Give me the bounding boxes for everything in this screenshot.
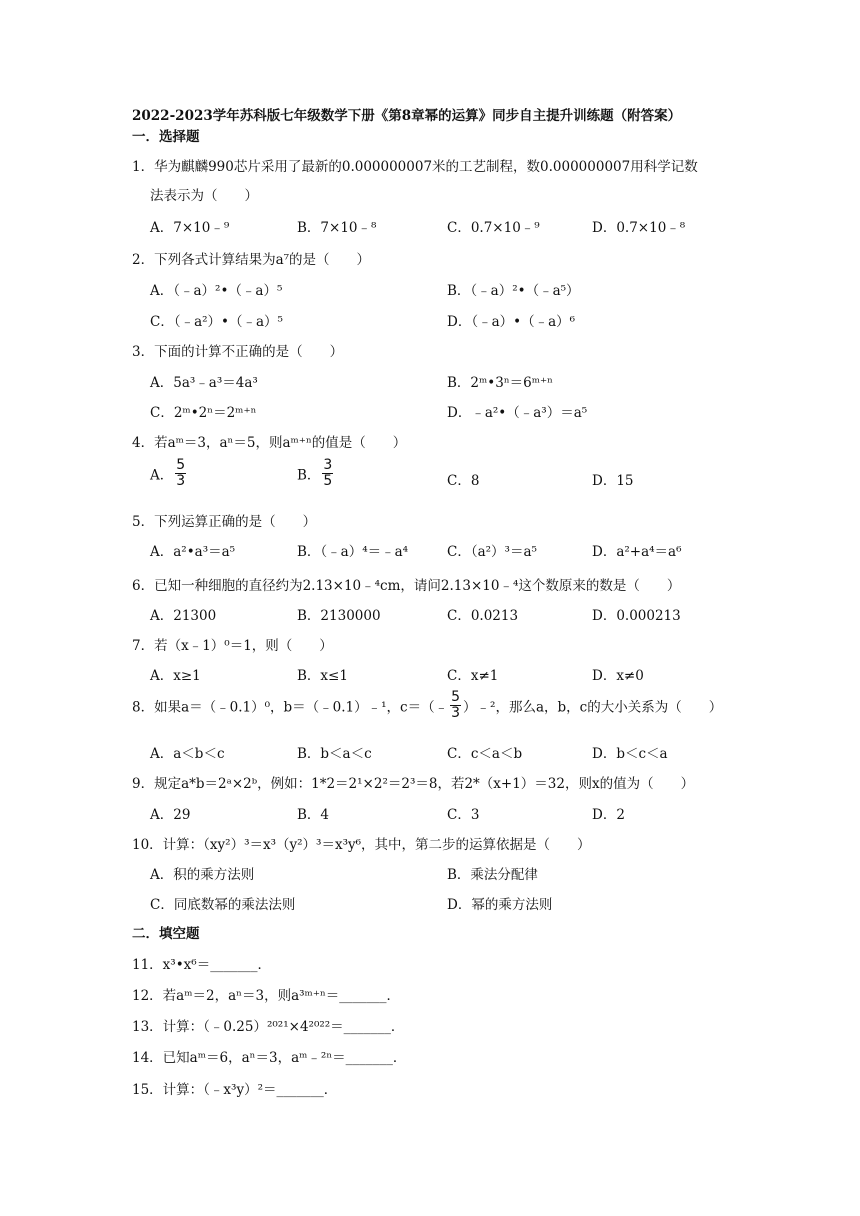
fraction-numerator: 5 — [451, 689, 461, 705]
q2-option-d: D．（﹣a）•（﹣a）⁶ — [447, 314, 576, 330]
q7-option-b: B．x≤1 — [297, 668, 348, 684]
q3-option-b: B．2ᵐ•3ⁿ＝6ᵐ⁺ⁿ — [447, 375, 554, 391]
question-13: 13．计算：（﹣0.25）²⁰²¹×4²⁰²²＝_______． — [132, 1019, 405, 1035]
q1-option-d: D．0.7×10﹣⁸ — [592, 220, 686, 236]
q4-option-a-label: A． — [150, 467, 174, 484]
q4-option-b-fraction — [322, 458, 333, 489]
q8-option-d: D．b＜c＜a — [592, 746, 668, 762]
q6-option-b: B．2130000 — [297, 608, 381, 624]
q9-option-b: B．4 — [297, 807, 330, 823]
q10-option-b: B．乘法分配律 — [447, 867, 538, 883]
question-8-stem — [132, 690, 722, 721]
question-5-stem: 5．下列运算正确的是（ ） — [132, 514, 317, 530]
fraction-numerator: 3 — [323, 457, 333, 473]
fraction-denominator: 3 — [176, 473, 186, 489]
question-7-stem: 7．若（x﹣1）⁰＝1，则（ ） — [132, 638, 333, 654]
section-fill-heading: 二．填空题 — [132, 926, 200, 942]
q9-option-c: C．3 — [447, 807, 480, 823]
q3-option-d: D．﹣a²•（﹣a³）＝a⁵ — [447, 405, 588, 421]
question-10-stem: 10．计算：（xy²）³＝x³（y²）³＝x³y⁶，其中，第二步的运算依据是（ ） — [132, 837, 591, 853]
q9-option-d: D．2 — [592, 807, 625, 823]
question-3-stem: 3．下面的计算不正确的是（ ） — [132, 344, 344, 360]
q8-option-b: B．b＜a＜c — [297, 746, 372, 762]
fraction-denominator: 5 — [323, 473, 333, 489]
q5-option-c: C．（a²）³＝a⁵ — [447, 544, 537, 560]
question-1-line-1: 1．华为麒麟990芯片采用了最新的0.000000007米的工艺制程，数0.000000007用科学记数 — [132, 159, 698, 175]
q10-option-a: A．积的乘方法则 — [150, 867, 255, 883]
document-title: 2022-2023学年苏科版七年级数学下册《第8章幂的运算》同步自主提升训练题（附答案） — [132, 108, 682, 124]
q8-stem-fraction — [450, 690, 461, 721]
q8-stem-part-2: ）﹣²，那么a，b，c的大小关系为（ ） — [463, 699, 723, 716]
q5-option-b: B．（﹣a）⁴＝﹣a⁴ — [297, 544, 409, 560]
q7-option-c: C．x≠1 — [447, 668, 499, 684]
q2-option-c: C．（﹣a²）•（﹣a）⁵ — [150, 314, 283, 330]
fraction-numerator: 5 — [176, 457, 186, 473]
q3-option-c: C．2ᵐ•2ⁿ＝2ᵐ⁺ⁿ — [150, 405, 257, 421]
q1-option-a: A．7×10﹣⁹ — [150, 220, 230, 236]
question-15: 15．计算：（﹣x³y）²＝_______． — [132, 1082, 338, 1098]
question-6-stem: 6．已知一种细胞的直径约为2.13×10﹣⁴cm，请问2.13×10﹣⁴这个数原来的数是（ ） — [132, 578, 681, 594]
q6-option-c: C．0.0213 — [447, 608, 519, 624]
q8-option-c: C．c＜a＜b — [447, 746, 523, 762]
q4-option-d: D．15 — [592, 473, 634, 489]
question-14: 14．已知aᵐ＝6，aⁿ＝3，aᵐ﹣²ⁿ＝_______． — [132, 1050, 407, 1066]
q4-option-a — [150, 458, 188, 489]
q5-option-a: A．a²•a³＝a⁵ — [150, 544, 236, 560]
question-1-line-2: 法表示为（ ） — [150, 188, 258, 204]
question-9-stem: 9．规定a*b＝2ᵃ×2ᵇ，例如：1*2＝2¹×2²＝2³＝8，若2*（x+1）＝32，则x的值为（ ） — [132, 776, 695, 792]
q2-option-b: B．（﹣a）²•（﹣a⁵） — [447, 283, 580, 299]
q6-option-d: D．0.000213 — [592, 608, 681, 624]
q8-option-a: A．a＜b＜c — [150, 746, 225, 762]
q1-option-b: B．7×10﹣⁸ — [297, 220, 377, 236]
q7-option-d: D．x≠0 — [592, 668, 644, 684]
q9-option-a: A．29 — [150, 807, 191, 823]
q4-option-b-label: B． — [297, 467, 321, 484]
q3-option-a: A．5a³﹣a³＝4a³ — [150, 375, 258, 391]
q4-option-b — [297, 458, 335, 489]
question-11: 11．x³•x⁶＝_______． — [132, 957, 271, 973]
question-4-stem: 4．若aᵐ＝3，aⁿ＝5，则aᵐ⁺ⁿ的值是（ ） — [132, 435, 407, 451]
q8-stem-part-1: 8．如果a＝（﹣0.1）⁰，b＝（﹣0.1）﹣¹，c＝（﹣ — [132, 699, 449, 716]
q6-option-a: A．21300 — [150, 608, 217, 624]
section-choice-heading: 一．选择题 — [132, 129, 200, 145]
q10-option-d: D．幂的乘方法则 — [447, 897, 553, 913]
q4-option-c: C．8 — [447, 473, 480, 489]
q2-option-a: A．（﹣a）²•（﹣a）⁵ — [150, 283, 283, 299]
fraction-denominator: 3 — [451, 705, 461, 721]
q1-option-c: C．0.7×10﹣⁹ — [447, 220, 540, 236]
q4-option-a-fraction — [175, 458, 186, 489]
q5-option-d: D．a²+a⁴＝a⁶ — [592, 544, 682, 560]
q7-option-a: A．x≥1 — [150, 668, 201, 684]
q10-option-c: C．同底数幂的乘法法则 — [150, 897, 296, 913]
question-2-stem: 2．下列各式计算结果为a⁷的是（ ） — [132, 252, 371, 268]
question-12: 12．若aᵐ＝2，aⁿ＝3，则a³ᵐ⁺ⁿ＝_______． — [132, 988, 401, 1004]
